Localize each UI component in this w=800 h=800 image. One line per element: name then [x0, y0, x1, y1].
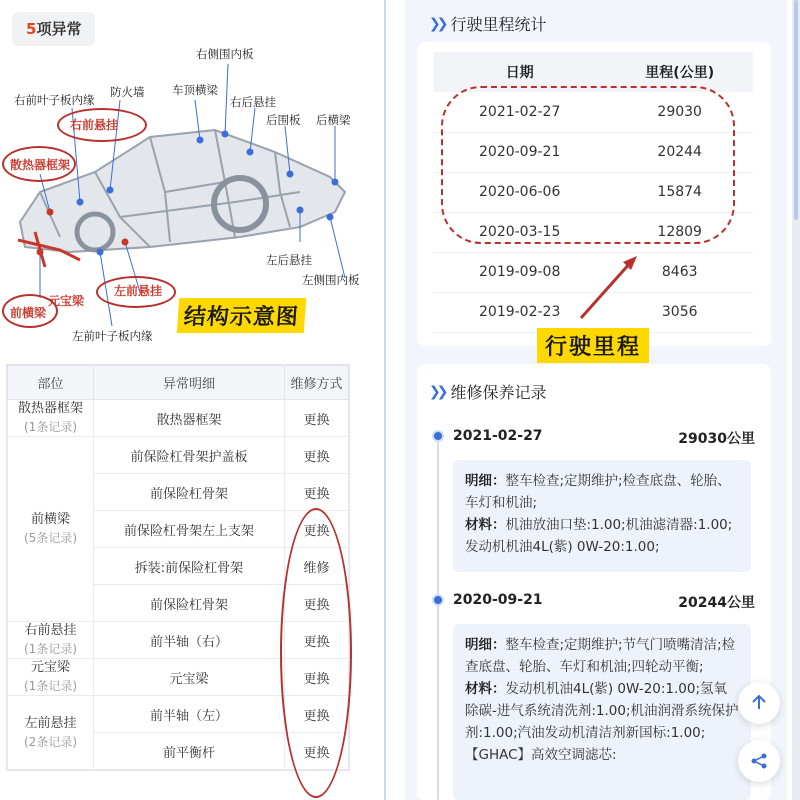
label-left-front-fender-inner: 左前叶子板内缘: [72, 329, 153, 343]
timeline-dot: [432, 430, 444, 442]
record-km: 20244公里: [678, 595, 755, 611]
timeline-dot: [432, 594, 444, 606]
part-name: 右前悬挂: [24, 623, 77, 638]
record-detail-box: [453, 460, 751, 572]
record-km: 29030公里: [678, 431, 755, 447]
part-name: 前横梁: [30, 512, 70, 527]
label-right-side-inner: 右侧围内板: [196, 47, 254, 61]
highlight-recent-mileage: [441, 86, 735, 244]
detail-cell: 前半轴（左）: [94, 696, 285, 733]
km-cell: 12809: [606, 212, 753, 252]
record-count: (2条记录): [24, 734, 77, 749]
date-cell: 2019-02-23: [433, 292, 606, 332]
label-left-front-susp: 左前悬挂: [114, 284, 163, 298]
scroll-top-button[interactable]: [738, 682, 780, 724]
label-radiator-frame: 散热器框架: [10, 158, 71, 172]
panel-divider: [384, 0, 386, 800]
method-cell: 更换: [285, 733, 349, 770]
material-label: 材料：: [465, 517, 506, 533]
detail-cell: 前平衡杆: [94, 733, 285, 770]
part-name: 散热器框架: [17, 401, 83, 416]
header-method: 维修方式: [285, 366, 349, 400]
detail-text: 整车检查;定期维护;检查底盘、轮胎、车灯和机油;: [465, 473, 731, 511]
highlight-method-column: [280, 508, 352, 798]
scrollbar-thumb[interactable]: [794, 0, 798, 220]
share-button[interactable]: [738, 740, 780, 782]
date-cell: 2021-02-27: [433, 92, 606, 132]
label-rear-cross: 后横梁: [316, 113, 351, 127]
km-cell: 20244: [606, 132, 753, 172]
maintenance-title: 维修保养记录: [450, 383, 547, 402]
detail-cell: 前保险杠骨架护盖板: [94, 437, 285, 474]
part-cell: [8, 659, 94, 696]
record-count: (5条记录): [24, 531, 77, 545]
detail-cell: 前保险杠骨架左上支架: [94, 511, 285, 548]
material-text: 发动机机油4L(紫) 0W-20:1.00;氢氧除碳-进气系统清洗剂:1.00;机油润滑系统保护剂:1.00;汽油发动机清洁剂新国标:1.00;【GHAC】高效空调滤芯:: [465, 681, 739, 763]
detail-cell: 前保险杠骨架: [94, 585, 285, 622]
car-structure-diagram: [0, 42, 360, 352]
header-date: 日期: [433, 52, 606, 92]
label-left-side-inner: 左侧围内板: [302, 273, 360, 287]
part-name: 左前悬挂: [24, 715, 77, 731]
record-count: (1条记录): [24, 642, 77, 656]
part-cell: [8, 696, 94, 770]
arrow-up-icon: [750, 694, 768, 712]
structure-caption: 结构示意图: [177, 298, 306, 333]
date-cell: 2019-09-08: [433, 252, 606, 292]
km-cell: 8463: [606, 252, 753, 292]
label-right-front-fender-inner: 右前叶子板内缘: [14, 93, 95, 107]
material-label: 材料：: [465, 681, 506, 697]
double-chevron-icon: ❯❯: [429, 383, 445, 400]
abnormal-count: 5: [26, 20, 37, 38]
left-panel: [0, 0, 360, 800]
share-icon: [750, 752, 768, 770]
record-count: (1条记录): [24, 420, 77, 434]
label-front-cross: 前横梁: [10, 306, 47, 320]
detail-cell: 前保险杠骨架: [94, 474, 285, 511]
label-left-rear-susp: 左后悬挂: [266, 253, 312, 267]
detail-cell: 拆装:前保险杠骨架: [94, 548, 285, 585]
label-rear-panel: 后围板: [266, 113, 301, 127]
header-detail: 异常明细: [94, 366, 285, 400]
part-cell: [8, 437, 94, 622]
table-row: [8, 437, 349, 474]
method-cell: 更换: [285, 696, 349, 733]
method-cell: 维修: [285, 548, 349, 585]
method-cell: 更换: [285, 585, 349, 622]
detail-label: 明细：: [465, 473, 506, 489]
part-cell: [8, 400, 94, 437]
label-right-front-susp: 右前悬挂: [70, 118, 119, 132]
header-km: 里程(公里): [606, 52, 753, 92]
km-cell: 29030: [606, 92, 753, 132]
mileage-title: 行驶里程统计: [450, 15, 547, 34]
part-name: 元宝梁: [30, 660, 70, 675]
record-date: 2021-02-27: [453, 428, 543, 444]
right-panel: [405, 0, 787, 800]
method-cell: 更换: [285, 622, 349, 659]
record-date: 2020-09-21: [453, 592, 543, 608]
detail-text: 整车检查;定期维护;节气门喷嘴清洁;检查底盘、轮胎、车灯和机油;四轮动平衡;: [465, 637, 736, 675]
mileage-caption: 行驶里程: [537, 328, 649, 363]
double-chevron-icon: ❯❯: [429, 15, 445, 32]
mileage-section-title: [429, 12, 546, 35]
detail-cell: 前半轴（右）: [94, 622, 285, 659]
detail-cell: 元宝梁: [94, 659, 285, 696]
label-right-rear-susp: 右后悬挂: [230, 95, 276, 109]
km-cell: 15874: [606, 172, 753, 212]
material-text: 机油放油口垫:1.00;机油滤清器:1.00;发动机机油4L(紫) 0W-20:1.00;: [465, 517, 733, 555]
label-firewall: 防火墙: [110, 85, 145, 99]
method-cell: 更换: [285, 400, 349, 437]
method-cell: 更换: [285, 474, 349, 511]
abnormal-count-badge[interactable]: [12, 12, 95, 46]
label-roof-cross: 车顶横梁: [172, 83, 218, 97]
maintenance-section-title: [429, 380, 546, 403]
mileage-card: [417, 42, 771, 346]
date-cell: 2020-03-15: [433, 212, 606, 252]
method-cell: 更换: [285, 511, 349, 548]
table-row: [8, 400, 349, 437]
label-yuanbao-beam: 元宝梁: [48, 294, 85, 308]
date-cell: 2020-06-06: [433, 172, 606, 212]
part-cell: [8, 622, 94, 659]
method-cell: 更换: [285, 659, 349, 696]
header-part: 部位: [8, 366, 94, 400]
record-detail-box: [453, 624, 751, 800]
detail-cell: 散热器框架: [94, 400, 285, 437]
detail-label: 明细：: [465, 637, 506, 653]
km-cell: 3056: [606, 292, 753, 332]
timeline-line: [437, 436, 439, 800]
date-cell: 2020-09-21: [433, 132, 606, 172]
method-cell: 更换: [285, 437, 349, 474]
arrow-pointer-icon: [567, 248, 647, 328]
panel-gap: [360, 0, 405, 800]
abnormal-label: 项异常: [36, 20, 82, 38]
record-count: (1条记录): [24, 679, 77, 693]
